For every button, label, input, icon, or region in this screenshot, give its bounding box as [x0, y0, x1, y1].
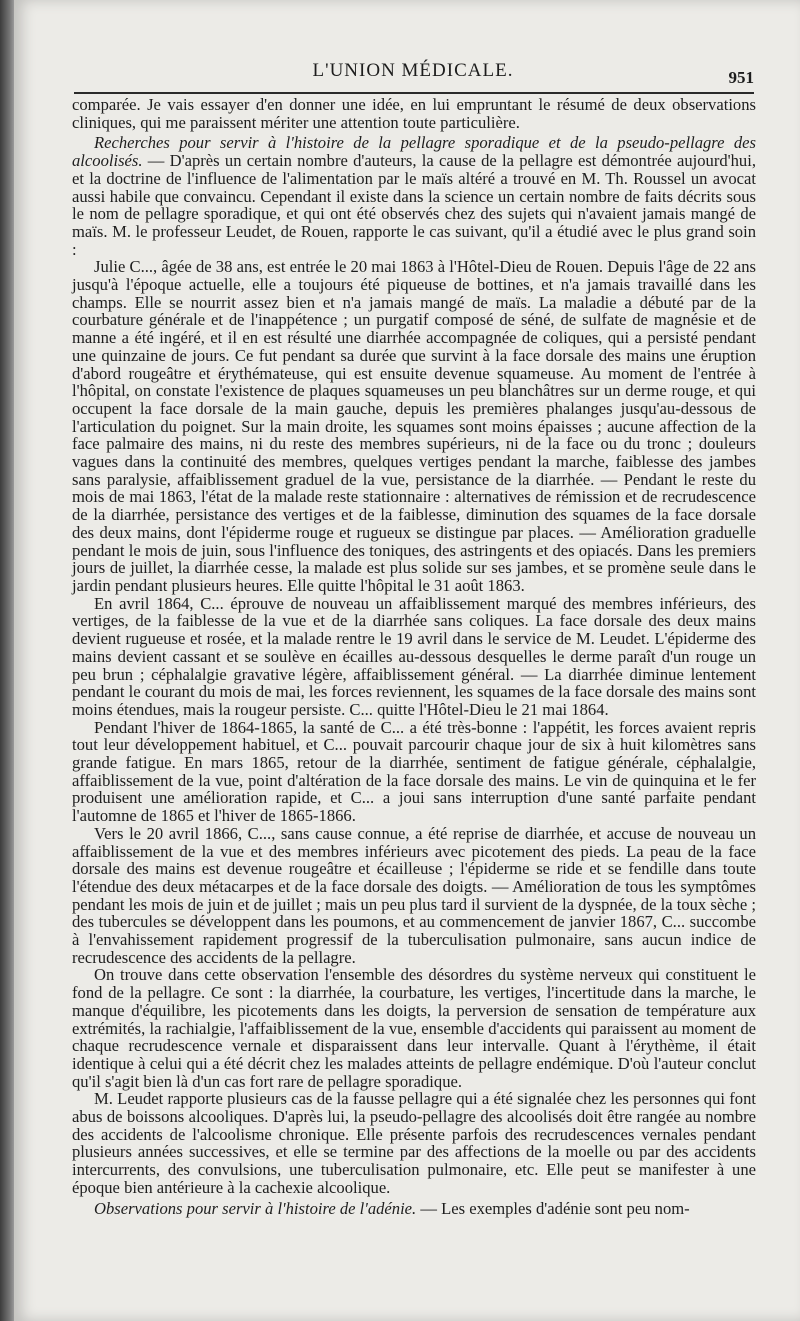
paragraph [72, 966, 756, 1090]
running-title: L'UNION MÉDICALE. [312, 60, 514, 81]
paragraph-text: M. Leudet rapporte plusieurs cas de la fausse pellagre qui a été signalée chez les personnes qui font abus de boissons alcooliques. D'après lui, la pseudo-pellagre des alcoolisés doit être rangée au nombre des accidents de l'alcoolisme chronique. Elle présente parfois des recrudescences vernales pendant plusieurs années successives, et elle se termine par des affections de la moelle ou par des accidents intercurrents, des convulsions, une tuberculisation pulmonaire, etc. Elle peut se manifester à une époque bien antérieure à la cachexie alcoolique. [72, 1089, 756, 1197]
paragraph-text: — D'après un certain nombre d'auteurs, la cause de la pellagre est démontrée aujourd'hui, et la doctrine de l'influence de l'alimentation par le maïs altéré a trouvé en M. Th. Roussel un avocat aussi habile que convaincu. Cependant il existe dans la science un certain nombre de faits décrits sous le nom de pellagre sporadique, et qui ont été observés chez des sujets qui n'avaient jamais mangé de maïs. M. le professeur Leudet, de Rouen, rapporte le cas suivant, qu'il a étudié avec le plus grand soin : [72, 151, 756, 259]
paragraph [72, 595, 756, 719]
paragraph-text: comparée. Je vais essayer d'en donner une idée, en lui empruntant le résumé de deux observations cliniques, qui me paraissent mériter une attention toute particulière. [72, 95, 756, 132]
paragraph [72, 825, 756, 967]
paragraph-text: On trouve dans cette observation l'ensemble des désordres du système nerveux qui constituent le fond de la pellagre. Ce sont : la diarrhée, la courbature, les vertiges, l'incertitude dans la marche, le manque d'équilibre, les picotements dans les doigts, la perversion de sensation de température aux extrémités, la rachialgie, l'affaiblissement de la vue, ensemble d'accidents qui paraissent au moment de chaque recrudescence vernale et disparaissent dans leur intervalle. Quant à l'érythème, il était identique à celui qui a été décrit chez les malades atteints de pellagre endémique. D'où l'auteur conclut qu'il s'agit bien là d'un cas fort rare de pellagre sporadique. [72, 965, 756, 1091]
page-header [72, 56, 754, 90]
paragraph-text: En avril 1864, C... éprouve de nouveau un affaiblissement marqué des membres inférieurs, des vertiges, de la faiblesse de la vue et de la diarrhée sans coliques. La face dorsale des deux mains devient rugueuse et rosée, et la malade rentre le 19 avril dans le service de M. Leudet. L'épiderme des mains devient cassant et se soulève en écailles au-dessous desquelles le derme paraît d'un rouge un peu brun ; céphalalgie gravative légère, affaiblissement général. — La diarrhée diminue lentement pendant le courant du mois de mai, les forces reviennent, les squames de la face dorsale des mains sont moins étendues, mais la rougeur persiste. C... quitte l'Hôtel-Dieu le 21 mai 1864. [72, 593, 756, 719]
paragraph-text: Vers le 20 avril 1866, C..., sans cause connue, a été reprise de diarrhée, et accuse de nouveau un affaiblissement de la vue et des membres inférieurs avec picotement des pieds. La peau de la face dorsale des mains est devenue rougeâtre et écailleuse ; l'épiderme se ride et se fendille dans toute l'étendue des deux métacarpes et de la face dorsale des doigts. — Amélioration de tous les symptômes pendant les mois de juin et de juillet ; mais un peu plus tard il survient de la dyspnée, de la toux sèche ; des tubercules se développent dans les poumons, et au commencement de janvier 1867, C... succombe à l'envahissement rapidement progressif de la tuberculisation pulmonaire, sans aucun indice de recrudescence des accidents de la pellagre. [72, 823, 756, 967]
article-body [72, 96, 756, 1217]
paragraph-text: — Les exemples d'adénie sont peu nom- [416, 1198, 690, 1218]
paragraph [72, 258, 756, 594]
document-page [14, 0, 800, 1321]
paragraph [72, 96, 756, 131]
paragraph [72, 134, 756, 258]
paragraph-text: Julie C..., âgée de 38 ans, est entrée le 20 mai 1863 à l'Hôtel-Dieu de Rouen. Depuis l'âge de 22 ans jusqu'à l'époque actuelle, elle a toujours été piqueuse de bottines, et n'a jamais travaillé dans les champs. Elle se nourrit assez bien et n'a jamais mangé de maïs. La maladie a débuté par de la courbature générale et de l'inappétence ; un purgatif composé de séné, de sulfate de magnésie et de manne a été ingéré, et il en est résulté une diarrhée accompagnée de coliques, qui a persisté pendant une quinzaine de jours. Ce fut pendant sa durée que survint à la face dorsale des mains une éruption d'abord rougeâtre et érythémateuse, qui est ensuite devenue squameuse. Au moment de l'entrée à l'hôpital, on constate l'existence de plaques squameuses un peu blanchâtres sur un derme rouge, et qui occupent la face dorsale de la main gauche, depuis les premières phalanges jusqu'au-dessous de l'articulation du poignet. Sur la main droite, les squames sont moins épaisses ; aucune affection de la face palmaire des mains, ni du reste des membres supérieurs, ni de la face ou du tronc ; douleurs vagues dans la continuité des membres, quelques vertiges pendant la marche, faiblesse des jambes sans paralysie, affaiblissement graduel de la vue, persistance de la diarrhée. — Pendant le reste du mois de mai 1863, l'état de la malade reste stationnaire : alternatives de rémission et de recrudescence de la diarrhée, persistance des vertiges et de la faiblesse, diminution des squames de la face dorsale des deux mains, dont l'épiderme rouge et rugueux se distingue par places. — Amélioration graduelle pendant le mois de juin, sous l'influence des toniques, des astringents et des opiacés. Dans les premiers jours de juillet, la diarrhée cesse, la malade est plus solide sur ses jambes, et se promène seule dans le jardin pendant plusieurs heures. Elle quitte l'hôpital le 31 août 1863. [72, 257, 756, 595]
section-lead: Recherches pour servir à l'histoire de la pellagre sporadique et de la pseudo-pellagre des alcoolisés. [72, 133, 756, 171]
page-number: 951 [728, 68, 754, 87]
paragraph [72, 1200, 756, 1218]
paragraph [72, 719, 756, 825]
header-rule [74, 92, 754, 94]
paragraph-text: Pendant l'hiver de 1864-1865, la santé de C... a été très-bonne : l'appétit, les forces avaient repris tout leur développement habituel, et C... pouvait parcourir chaque jour de six à huit kilomètres sans grande fatigue. En mars 1865, retour de la diarrhée, sentiment de fatigue générale, céphalalgie, affaiblissement de la vue, point d'altération de la face dorsale des mains. Le vin de quinquina et le fer produisent une amélioration rapide, et C... a joui sans interruption d'une santé parfaite pendant l'automne de 1865 et l'hiver de 1865-1866. [72, 717, 756, 826]
paragraph [72, 1090, 756, 1196]
section-lead: Observations pour servir à l'histoire de l'adénie. [94, 1198, 417, 1218]
book-gutter [0, 0, 14, 1321]
